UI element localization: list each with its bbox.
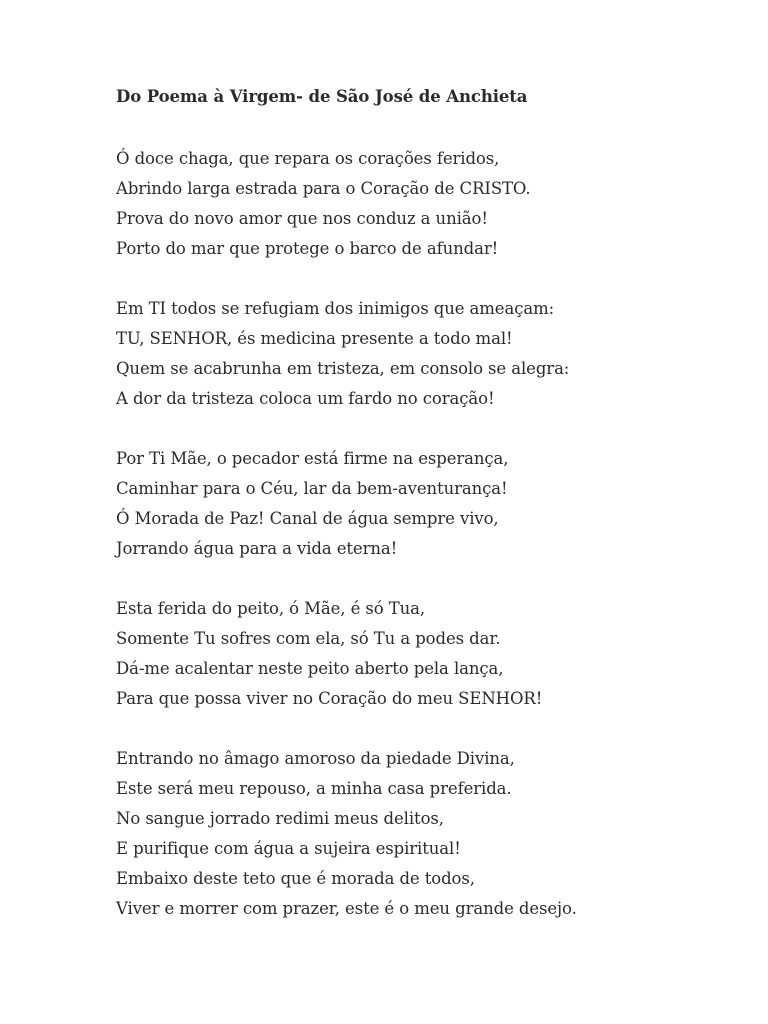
poem-line: A dor da tristeza coloca um fardo no coração! [116, 389, 495, 408]
poem-line: TU, SENHOR, és medicina presente a todo mal! [116, 329, 513, 348]
poem-line: Em TI todos se refugiam dos inimigos que ameaçam: [116, 299, 555, 318]
document-body [116, 84, 716, 954]
poem-line: Esta ferida do peito, ó Mãe, é só Tua, [116, 599, 426, 618]
poem-line: Por Ti Mãe, o pecador está firme na esperança, [116, 449, 509, 468]
poem-line: Abrindo larga estrada para o Coração de CRISTO. [116, 179, 531, 198]
poem-line: Ó doce chaga, que repara os corações feridos, [116, 149, 500, 168]
poem-line: E purifique com água a sujeira espiritual! [116, 839, 461, 858]
poem-line: Este será meu repouso, a minha casa preferida. [116, 779, 512, 798]
poem-title: Do Poema à Virgem- de São José de Anchieta [116, 87, 528, 106]
poem-line: Porto do mar que protege o barco de afundar! [116, 239, 499, 258]
poem-line: Somente Tu sofres com ela, só Tu a podes dar. [116, 629, 501, 648]
poem-line: Caminhar para o Céu, lar da bem-aventurança! [116, 479, 508, 498]
poem-line: Para que possa viver no Coração do meu SENHOR! [116, 689, 543, 708]
poem-line: No sangue jorrado redimi meus delitos, [116, 809, 444, 828]
poem-line: Quem se acabrunha em tristeza, em consolo se alegra: [116, 359, 570, 378]
stanza-2 [116, 294, 716, 414]
stanza-4 [116, 594, 716, 714]
stanza-1 [116, 144, 716, 264]
poem-line: Viver e morrer com prazer, este é o meu grande desejo. [116, 899, 577, 918]
stanza-3 [116, 444, 716, 564]
poem-line: Entrando no âmago amoroso da piedade Divina, [116, 749, 515, 768]
poem-line: Prova do novo amor que nos conduz a união! [116, 209, 488, 228]
poem-line: Ó Morada de Paz! Canal de água sempre vivo, [116, 509, 499, 528]
stanza-5 [116, 744, 716, 924]
poem-line: Jorrando água para a vida eterna! [116, 539, 398, 558]
poem-line: Embaixo deste teto que é morada de todos, [116, 869, 475, 888]
poem-line: Dá-me acalentar neste peito aberto pela lança, [116, 659, 504, 678]
